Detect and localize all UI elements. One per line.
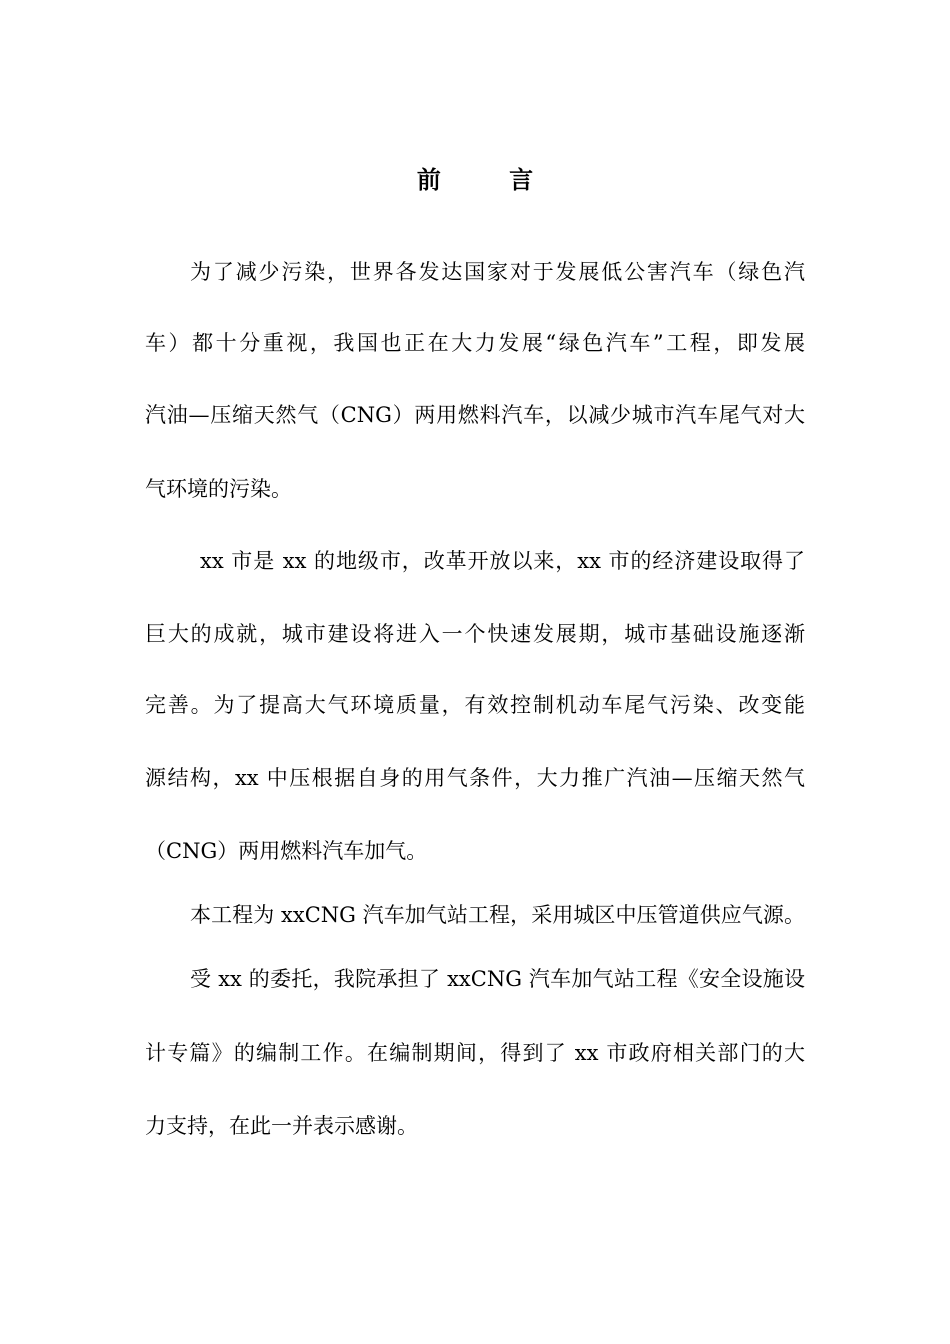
paragraph-line: 源结构，xx 中压根据自身的用气条件，大力推广汽油—压缩天然气 bbox=[145, 766, 805, 790]
paragraph-line: 气环境的污染。 bbox=[145, 477, 292, 501]
paragraph-line: 巨大的成就，城市建设将进入一个快速发展期，城市基础设施逐渐 bbox=[145, 622, 805, 646]
paragraph-line: 为了减少污染，世界各发达国家对于发展低公害汽车（绿色汽 bbox=[190, 260, 805, 284]
paragraph-line: 计专篇》的编制工作。在编制期间，得到了 xx 市政府相关部门的大 bbox=[145, 1041, 805, 1065]
paragraph-line: 本工程为 xxCNG 汽车加气站工程，采用城区中压管道供应气源。 bbox=[190, 903, 805, 927]
paragraph-line: （CNG）两用燃料汽车加气。 bbox=[145, 839, 428, 863]
page-title: 前 言 bbox=[416, 166, 564, 194]
paragraph-line: 汽油—压缩天然气（CNG）两用燃料汽车，以减少城市汽车尾气对大 bbox=[145, 403, 805, 427]
paragraph-line: 车）都十分重视，我国也正在大力发展“绿色汽车”工程，即发展 bbox=[145, 331, 805, 355]
paragraph-line: 受 xx 的委托，我院承担了 xxCNG 汽车加气站工程《安全设施设 bbox=[190, 967, 805, 991]
paragraph-line: xx 市是 xx 的地级市，改革开放以来，xx 市的经济建设取得了 bbox=[200, 549, 805, 573]
paragraph-line: 力支持，在此一并表示感谢。 bbox=[145, 1114, 418, 1138]
paragraph-line: 完善。为了提高大气环境质量，有效控制机动车尾气污染、改变能 bbox=[145, 693, 805, 717]
